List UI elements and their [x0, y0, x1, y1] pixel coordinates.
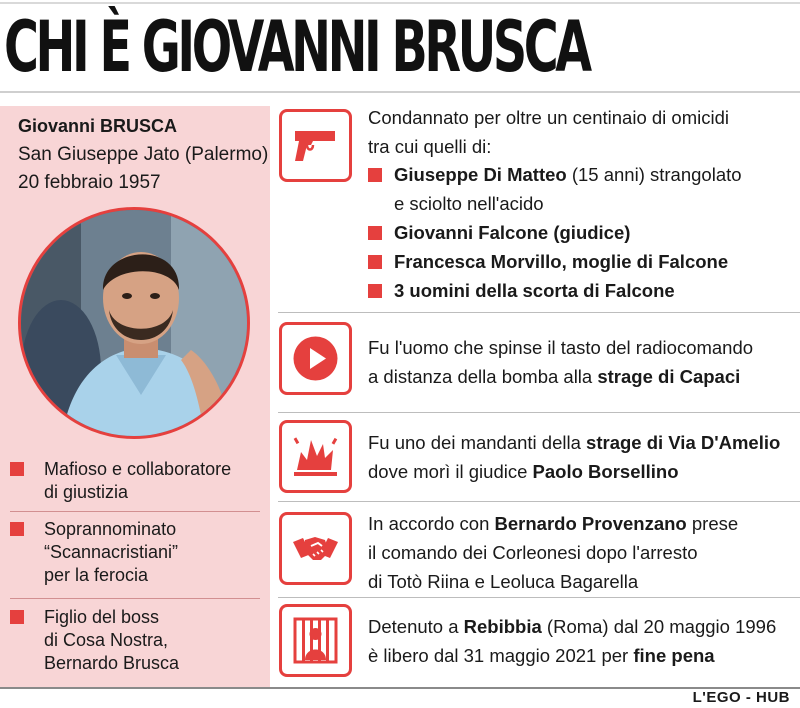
provenzano-name: Bernardo Provenzano [494, 513, 687, 534]
right-separator [278, 597, 800, 598]
victim-item [368, 276, 742, 305]
victim-name: Giovanni Falcone (giudice) [394, 222, 631, 243]
victim-item [368, 160, 742, 189]
victim-name: Giuseppe Di Matteo [394, 164, 567, 185]
victim-item-continuation [368, 189, 742, 218]
provenzano-line1-text: In accordo con [368, 513, 495, 534]
bullet-square [10, 522, 24, 536]
right-separator [278, 412, 800, 413]
left-fact-1-line1: Mafioso e collaboratore [44, 459, 232, 479]
capaci-line1: Fu l'uomo che spinse il tasto del radiocomando [368, 337, 754, 358]
murders-intro-line1: Condannato per oltre un centinaio di omicidi [368, 107, 729, 128]
bullet-square [368, 226, 382, 240]
left-fact-3-line1: Figlio del boss [44, 607, 160, 627]
play-button-icon [291, 334, 340, 383]
provenzano-line1 [368, 509, 738, 538]
left-fact-3-line3: Bernardo Brusca [44, 653, 180, 673]
capaci-line2 [368, 362, 740, 391]
person-birthdate: 20 febbraio 1957 [18, 172, 161, 193]
left-separator [10, 598, 260, 599]
prison-name: Rebibbia [463, 616, 542, 637]
damelio-line2-text: dove morì il giudice [368, 461, 533, 482]
prison-bars-icon [291, 616, 340, 665]
portrait-illustration [21, 210, 250, 439]
provenzano-line1-post: prese [686, 513, 739, 534]
page-title: CHI È GIOVANNI BRUSCA [4, 6, 589, 88]
victim-detail-cont: e sciolto nell'acido [394, 193, 544, 214]
prison-icon-box [279, 604, 352, 677]
left-fact-3-line2: di Cosa Nostra, [44, 630, 169, 650]
provenzano-line2: il comando dei Corleonesi dopo l'arresto [368, 542, 698, 563]
handshake-icon-box [279, 512, 352, 585]
victim-name: Francesca Morvillo, moglie di Falcone [394, 251, 729, 272]
left-fact-2-line2: “Scannacristiani” [44, 542, 179, 562]
damelio-borsellino: Paolo Borsellino [532, 461, 679, 482]
credit-label: L'EGO - HUB [692, 689, 790, 706]
bottom-rule [0, 687, 800, 689]
right-separator [278, 501, 800, 502]
prison-line2-text: è libero dal 31 maggio 2021 per [368, 645, 634, 666]
left-fact-2-line1: Soprannominato [44, 519, 177, 539]
bullet-square [10, 610, 24, 624]
explosion-icon-box [279, 420, 352, 493]
victims-list [368, 160, 742, 305]
prison-line1-post: (Roma) dal 20 maggio 1996 [541, 616, 777, 637]
prison-line1-text: Detenuto a [368, 616, 464, 637]
victim-name: 3 uomini della scorta di Falcone [394, 280, 675, 301]
capaci-line2-text: a distanza della bomba alla [368, 366, 598, 387]
gun-icon [291, 121, 340, 170]
victim-item [368, 218, 742, 247]
portrait-photo [18, 207, 250, 439]
bullet-square [10, 462, 24, 476]
damelio-line1 [368, 428, 780, 457]
damelio-line1-text: Fu uno dei mandanti della [368, 432, 587, 453]
bullet-square [368, 284, 382, 298]
damelio-line2 [368, 457, 679, 486]
person-birthplace: San Giuseppe Jato (Palermo) [18, 144, 269, 165]
prison-fine-pena: fine pena [633, 645, 715, 666]
left-fact-2-line3: per la ferocia [44, 565, 149, 585]
murders-intro-line2: tra cui quelli di: [368, 136, 492, 157]
victim-item [368, 247, 742, 276]
prison-line2 [368, 641, 715, 670]
top-rule [0, 2, 800, 4]
left-separator [10, 511, 260, 512]
person-name: Giovanni BRUSCA [18, 116, 178, 136]
handshake-icon [291, 524, 340, 573]
explosion-icon [291, 432, 340, 481]
title-rule [0, 91, 800, 93]
left-fact-1-line2: di giustizia [44, 482, 129, 502]
play-icon-box [279, 322, 352, 395]
right-separator [278, 312, 800, 313]
victim-detail: (15 anni) strangolato [566, 164, 742, 185]
capaci-strage: strage di Capaci [597, 366, 741, 387]
prison-line1 [368, 612, 776, 641]
bullet-square [368, 168, 382, 182]
gun-icon-box [279, 109, 352, 182]
damelio-strage: strage di Via D'Amelio [586, 432, 781, 453]
provenzano-line3: di Totò Riina e Leoluca Bagarella [368, 571, 639, 592]
bullet-square [368, 255, 382, 269]
